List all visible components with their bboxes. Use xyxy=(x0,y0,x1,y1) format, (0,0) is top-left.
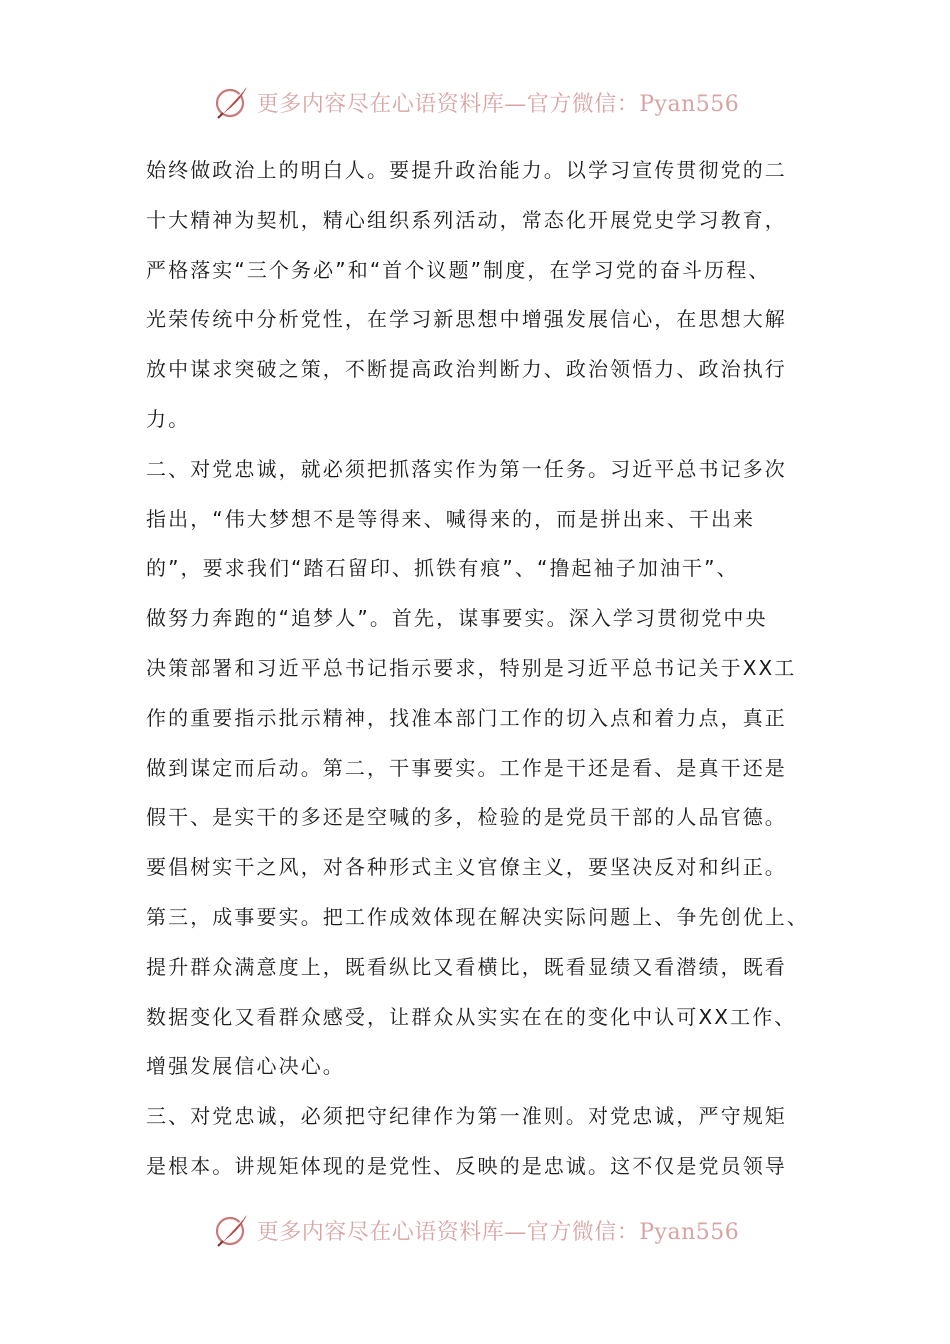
footer-watermark-text: 更多内容尽在心语资料库—官方微信：Pyan556 xyxy=(256,1219,740,1245)
paragraph-line: 提升群众满意度上，既看纵比又看横比，既看显绩又看潜绩，既看 xyxy=(146,954,787,979)
paragraph-line: 三、对党忠诚，必须把守纪律作为第一准则。对党忠诚，严守规矩 xyxy=(146,1104,787,1129)
header-watermark-banner xyxy=(0,80,950,124)
paragraph-line: 假干、是实干的多还是空喊的多，检验的是党员干部的人品官德。 xyxy=(146,805,787,830)
document-body xyxy=(146,146,836,1192)
paragraph-line: 始终做政治上的明白人。要提升政治能力。以学习宣传贯彻党的二 xyxy=(146,158,787,182)
paragraph-line: 力。 xyxy=(146,406,191,431)
paragraph-line: 是根本。讲规矩体现的是党性、反映的是忠诚。这不仅是党员领导 xyxy=(146,1153,787,1178)
quill-pen-logo-icon xyxy=(211,82,251,122)
paragraph-line: 放中谋求突破之策，不断提高政治判断力、政治领悟力、政治执行 xyxy=(146,357,787,382)
quill-pen-logo-icon xyxy=(211,1210,251,1250)
paragraph-line: 二、对党忠诚，就必须把抓落实作为第一任务。习近平总书记多次 xyxy=(146,456,787,481)
paragraph-line: 的”，要求我们“踏石留印、抓铁有痕”、“撸起袖子加油干”、 xyxy=(146,556,739,581)
paragraph-line: 作的重要指示批示精神，找准本部门工作的切入点和着力点，真正 xyxy=(146,705,787,730)
paragraph-line: 做到谋定而后动。第二，干事要实。工作是干还是看、是真干还是 xyxy=(146,755,787,780)
paragraph-line: 增强发展信心决心。 xyxy=(146,1054,345,1079)
footer-watermark-banner xyxy=(0,1208,950,1252)
paragraph-line: 指出，“伟大梦想不是等得来、喊得来的，而是拼出来、干出来 xyxy=(146,506,756,531)
paragraph-line: 要倡树实干之风，对各种形式主义官僚主义，要坚决反对和纠正。 xyxy=(146,855,787,880)
paragraph-line: 十大精神为契机，精心组织系列活动，常态化开展党史学习教育， xyxy=(146,207,787,232)
header-watermark-text: 更多内容尽在心语资料库—官方微信：Pyan556 xyxy=(256,91,740,117)
paragraph-line: 数据变化又看群众感受，让群众从实实在在的变化中认可XX工作、 xyxy=(146,1004,797,1029)
paragraph-line: 严格落实“三个务必”和“首个议题”制度，在学习党的奋斗历程、 xyxy=(146,257,771,282)
paragraph-line: 做努力奔跑的“追梦人”。首先，谋事要实。深入学习贯彻党中央 xyxy=(146,606,768,631)
paragraph-line: 光荣传统中分析党性，在学习新思想中增强发展信心，在思想大解 xyxy=(146,307,787,332)
paragraph-line: 第三，成事要实。把工作成效体现在解决实际问题上、争先创优上、 xyxy=(146,904,809,929)
paragraph-line: 决策部署和习近平总书记指示要求，特别是习近平总书记关于XX工 xyxy=(146,655,797,680)
